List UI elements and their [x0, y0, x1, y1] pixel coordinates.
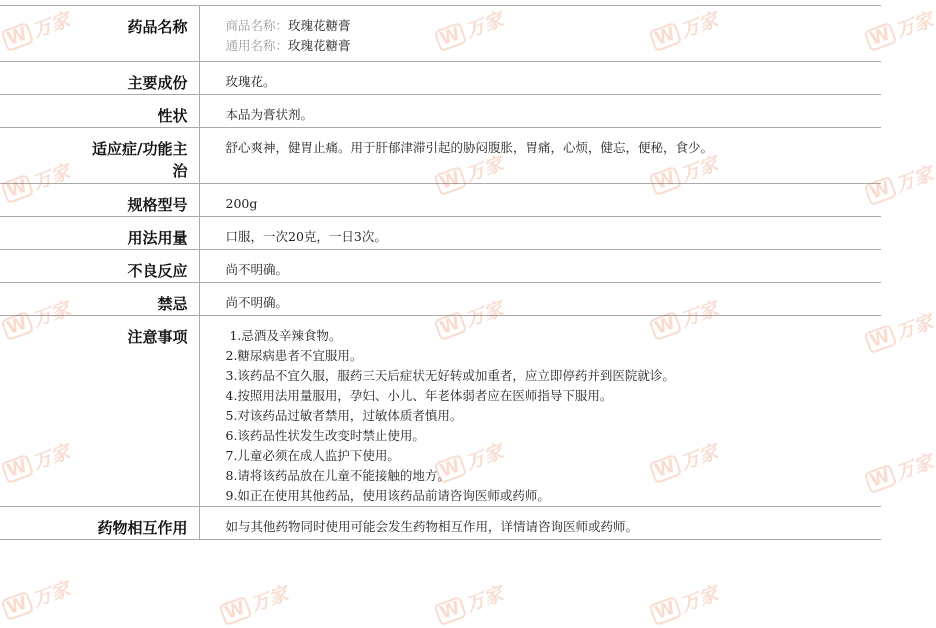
- precaution-item: 1.忌酒及辛辣食物。: [225, 328, 342, 343]
- value-interactions: 如与其他药物同时使用可能会发生药物相互作用，详情请咨询医师或药师。: [199, 507, 881, 540]
- watermark-w-icon: W: [863, 175, 897, 205]
- watermark-w-icon: W: [648, 21, 682, 51]
- label-indications: [0, 128, 199, 184]
- watermark-logo: W 万家: [647, 149, 721, 198]
- row-dosage: [0, 217, 881, 250]
- value-dosage: 口服，一次20克，一日3次。: [199, 217, 881, 250]
- watermark-logo: W 万家: [862, 159, 936, 208]
- watermark-w-icon: W: [433, 310, 467, 340]
- watermark-logo: W 万家: [432, 437, 506, 486]
- value-ingredients: 玫瑰花。: [199, 62, 881, 95]
- label-ingredients: 主要成份: [0, 62, 199, 95]
- watermark-logo: W 万家: [0, 574, 73, 623]
- row-precautions: [0, 316, 881, 507]
- watermark-w-icon: W: [218, 595, 252, 625]
- precaution-item: 6.该药品性状发生改变时禁止使用。: [225, 428, 425, 443]
- precaution-item: 5.对该药品过敏者禁用，过敏体质者慎用。: [225, 408, 463, 423]
- precaution-item: 9.如正在使用其他药品，使用该药品前请咨询医师或药师。: [225, 488, 550, 503]
- watermark-logo: W 万家: [647, 579, 721, 628]
- drug-info-table: [0, 5, 881, 540]
- watermark-logo: W 万家: [0, 157, 73, 206]
- value-precautions: [199, 316, 881, 507]
- watermark-logo: W 万家: [647, 5, 721, 54]
- row-spec: [0, 184, 881, 217]
- trade-name-line: [226, 16, 882, 36]
- trade-name: 玫瑰花糖膏: [288, 18, 351, 33]
- watermark-w-icon: W: [648, 453, 682, 483]
- row-ingredients: [0, 62, 881, 95]
- watermark-w-icon: W: [0, 173, 34, 203]
- label-properties: 性状: [0, 95, 199, 128]
- watermark-w-icon: W: [863, 21, 897, 51]
- watermark-logo: W 万家: [647, 294, 721, 343]
- value-properties: 本品为膏状剂。: [199, 95, 881, 128]
- precaution-item: 8.请将该药品放在儿童不能接触的地方。: [225, 468, 450, 483]
- precaution-item: 7.儿童必须在成人监护下使用。: [225, 448, 400, 463]
- watermark-w-icon: W: [433, 21, 467, 51]
- label-adverse: 不良反应: [0, 250, 199, 283]
- generic-name: 玫瑰花糖膏: [288, 38, 351, 53]
- row-indications: [0, 128, 881, 184]
- label-indications-line2: 治: [172, 162, 188, 180]
- watermark-logo: W 万家: [0, 294, 73, 343]
- watermark-logo: W 万家: [862, 447, 936, 496]
- watermark-w-icon: W: [433, 595, 467, 625]
- watermark-w-icon: W: [0, 310, 34, 340]
- watermark-w-icon: W: [648, 310, 682, 340]
- generic-name-prefix: 通用名称：: [225, 38, 289, 53]
- precaution-item: 2.糖尿病患者不宜服用。: [225, 348, 363, 363]
- watermark-w-icon: W: [0, 453, 34, 483]
- watermark-logo: W 万家: [217, 579, 291, 628]
- watermark-logo: W 万家: [432, 149, 506, 198]
- label-spec: 规格型号: [0, 184, 199, 217]
- label-dosage: 用法用量: [0, 217, 199, 250]
- label-precautions: 注意事项: [0, 316, 199, 507]
- watermark-w-icon: W: [648, 165, 682, 195]
- label-drug-name: 药品名称: [0, 6, 199, 62]
- value-contraindications: 尚不明确。: [199, 283, 881, 316]
- watermark-logo: W 万家: [647, 437, 721, 486]
- row-adverse: [0, 250, 881, 283]
- watermark-w-icon: W: [863, 463, 897, 493]
- precaution-item: 3.该药品不宜久服，服药三天后症状无好转或加重者，应立即停药并到医院就诊。: [225, 368, 675, 383]
- watermark-w-icon: W: [0, 21, 34, 51]
- value-adverse: 尚不明确。: [199, 250, 881, 283]
- row-properties: [0, 95, 881, 128]
- watermark-w-icon: W: [648, 595, 682, 625]
- watermark-w-icon: W: [0, 590, 34, 620]
- value-indications: 舒心爽神，健胃止痛。用于肝郁津滞引起的胁闷腹胀，胃痛，心烦，健忘，便秘，食少。: [199, 128, 881, 184]
- watermark-w-icon: W: [863, 323, 897, 353]
- value-drug-name: [199, 6, 881, 62]
- watermark-w-icon: W: [433, 165, 467, 195]
- precaution-item: 4.按照用法用量服用，孕妇、小儿、年老体弱者应在医师指导下服用。: [225, 388, 613, 403]
- row-interactions: [0, 507, 881, 540]
- watermark-logo: W 万家: [0, 437, 73, 486]
- watermark-logo: W 万家: [0, 5, 73, 54]
- watermark-logo: W 万家: [432, 294, 506, 343]
- watermark-logo: W 万家: [432, 579, 506, 628]
- label-contraindications: 禁忌: [0, 283, 199, 316]
- value-spec: 200g: [199, 184, 881, 217]
- watermark-w-icon: W: [433, 453, 467, 483]
- row-drug-name: [0, 6, 881, 62]
- watermark-logo: W 万家: [862, 307, 936, 356]
- watermark-logo: W 万家: [862, 5, 936, 54]
- generic-name-line: [226, 36, 882, 56]
- trade-name-prefix: 商品名称：: [225, 18, 289, 33]
- row-contraindications: [0, 283, 881, 316]
- label-interactions: 药物相互作用: [0, 507, 199, 540]
- watermark-logo: W 万家: [432, 5, 506, 54]
- label-indications-line1: 适应症/功能主: [92, 140, 188, 158]
